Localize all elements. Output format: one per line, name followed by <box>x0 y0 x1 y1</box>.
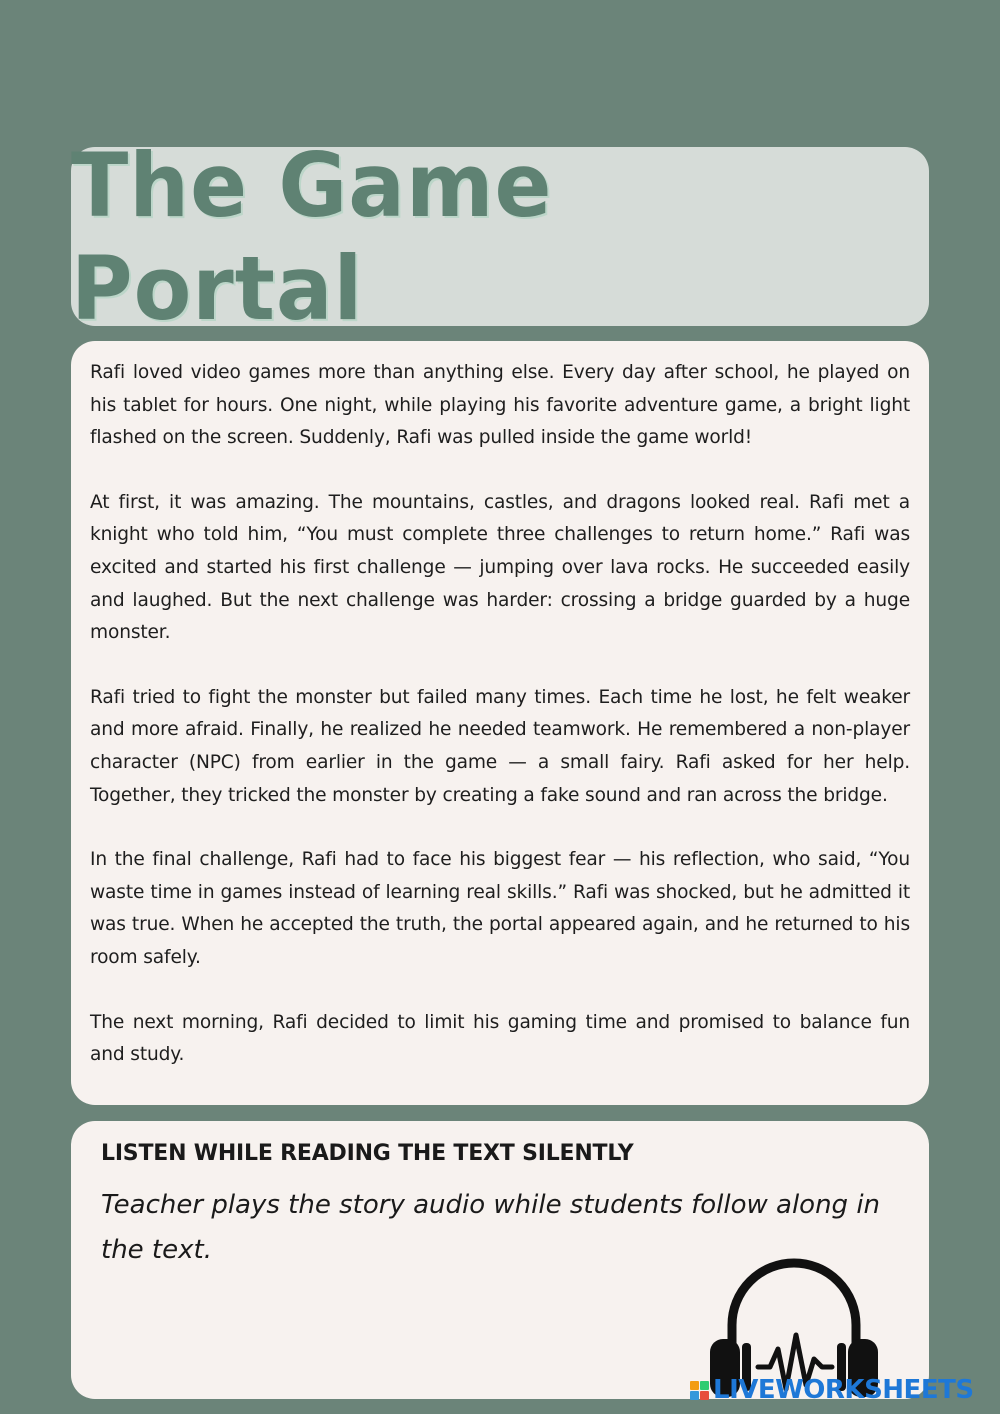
watermark-text: LIVEWORKSHEETS <box>713 1375 974 1405</box>
listen-heading: LISTEN WHILE READING THE TEXT SILENTLY <box>101 1141 634 1166</box>
story-paragraph: Rafi tried to fight the monster but failed many times. Each time he lost, he felt weaker and more afraid. Finally, he realized he needed teamwork. He remembered a non-player character (NPC) from earlier in the game — a small fairy. Rafi asked for her help. Together, they tricked the monster by creating a fake sound and ran across the bridge. <box>90 686 910 806</box>
liveworksheets-logo-icon <box>690 1381 709 1400</box>
story-card <box>71 341 929 1105</box>
title-card <box>71 133 929 340</box>
listen-instruction: Teacher plays the story audio while students follow along in the text. <box>101 1190 881 1265</box>
story-paragraph: In the final challenge, Rafi had to face his biggest fear — his reflection, who said, “You waste time in games instead of learning real skills.” Rafi was shocked, but he admitted it was true. When he accepted the truth, the portal appeared again, and he returned to his room safely. <box>90 849 910 968</box>
story-paragraph: The next morning, Rafi decided to limit his gaming time and promised to balance fun and study. <box>90 1011 910 1066</box>
liveworksheets-watermark <box>690 1374 974 1406</box>
page-title: The Game Portal <box>71 133 553 340</box>
story-paragraph: At first, it was amazing. The mountains, castles, and dragons looked real. Rafi met a knight who told him, “You must complete three challenges to return home.” Rafi was excited and started his first challenge — jumping over lava rocks. He succeeded easily and laughed. But the next challenge was harder: crossing a bridge guarded by a huge monster. <box>90 491 910 644</box>
listen-card <box>71 1121 929 1399</box>
story-paragraph: Rafi loved video games more than anything else. Every day after school, he played on his tablet for hours. One night, while playing his favorite adventure game, a bright light flashed on the screen. Suddenly, Rafi was pulled inside the game world! <box>90 362 910 449</box>
